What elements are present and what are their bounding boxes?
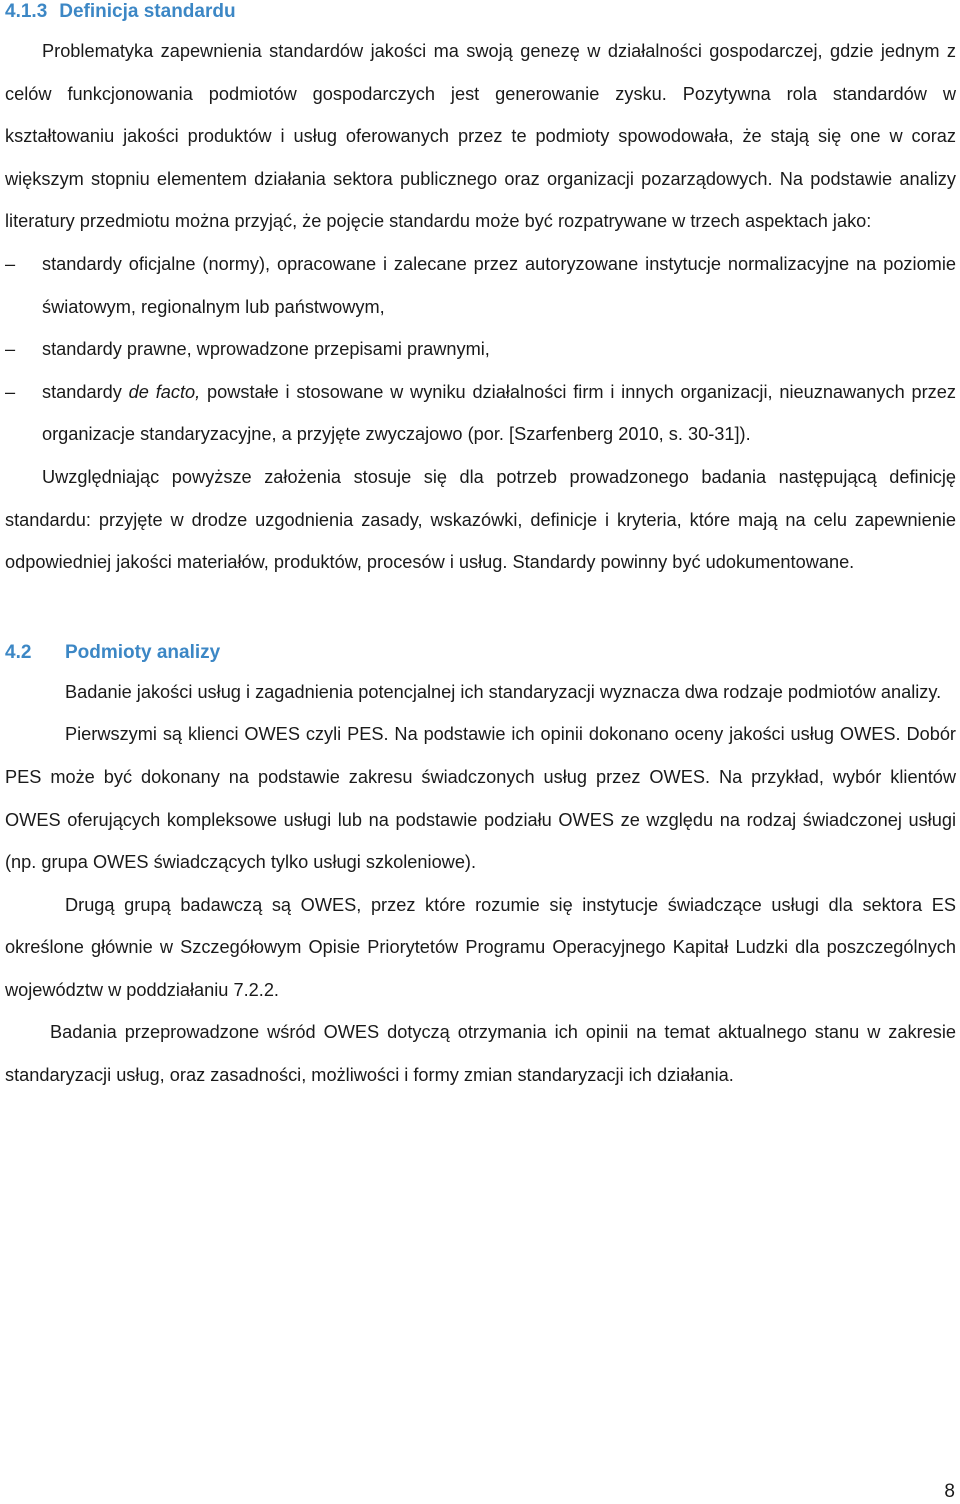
dash-bullet: – — [5, 339, 16, 360]
paragraph-podmioty-1: Badanie jakości usług i zagadnienia potencjalnej ich standaryzacji wyznacza dwa rodzaje podmiotów analizy. — [65, 681, 942, 702]
section-title: Definicja standardu — [59, 1, 236, 22]
dash-bullet: – — [5, 381, 16, 402]
document-page — [5, 0, 956, 1097]
section-heading-podmioty — [5, 641, 956, 665]
page-number: 8 — [944, 1481, 955, 1502]
list-item — [5, 243, 956, 328]
list-item — [5, 328, 956, 371]
paragraph-podmioty-2: Pierwszymi są klienci OWES czyli PES. Na podstawie ich opinii dokonano oceny jakości usług OWES. Dobór PES może być dokonany na podstawie zakresu świadczonych usług przez OWES. Na przykład, wybór klientów OWES oferujących kompleksowe usługi lub na podstawie podziału OWES ze względu na rodzaj świadczonej usługi (np. grupa OWES świadczących tylko usługi szkoleniowe). — [5, 724, 956, 873]
list-item-text-post: powstałe i stosowane w wyniku działalności firm i innych organizacji, nieuznawanych przez organizacje standaryzacyjne, a przyjęte zwyczajowo (por. [Szarfenberg 2010, s. 30-31]). — [42, 381, 956, 445]
list-item-text: standardy prawne, wprowadzone przepisami prawnymi, — [42, 339, 490, 360]
section-number: 4.2 — [5, 641, 32, 663]
paragraph-intro: Problematyka zapewnienia standardów jakości ma swoją genezę w działalności gospodarczej, gdzie jednym z celów funkcjonowania podmiotów gospodarczych jest generowanie zysku. Pozytywna rola standardów w kształtowaniu jakości produktów i usług oferowanych przez te podmioty spowodowała, że stają się one w coraz większym stopniu elementem działania sektora publicznego oraz organizacji pozarządowych. Na podstawie analizy literatury przedmiotu można przyjąć, że pojęcie standardu może być rozpatrywane w trzech aspektach jako: — [5, 41, 956, 232]
paragraph-definition: Uwzględniając powyższe założenia stosuje się dla potrzeb prowadzonego badania następującą definicję standardu: przyjęte w drodze uzgodnienia zasady, wskazówki, definicje i kryteria, które mają na celu zapewnienie odpowiedniej jakości materiałów, produktów, procesów i usług. Standardy powinny być udokumentowane. — [5, 466, 956, 573]
paragraph-podmioty-4: Badania przeprowadzone wśród OWES dotyczą otrzymania ich opinii na temat aktualnego stanu w zakresie standaryzacji usług, oraz zasadności, możliwości i formy zmian standaryzacji ich działania. — [5, 1022, 956, 1086]
section-number: 4.1.3 — [5, 1, 48, 22]
list-item — [5, 371, 956, 456]
list-item-text: standardy oficjalne (normy), opracowane i zalecane przez autoryzowane instytucje normalizacyjne na poziomie światowym, regionalnym lub państwowym, — [42, 253, 956, 317]
list-item-text-italic: de facto, — [128, 381, 201, 402]
section-title: Podmioty analizy — [65, 641, 221, 663]
paragraph-podmioty-3: Drugą grupą badawczą są OWES, przez które rozumie się instytucje świadczące usługi dla sektora ES określone głównie w Szczegółowym Opisie Priorytetów Programu Operacyjnego Kapitał Ludzki dla poszczególnych województw w poddziałaniu 7.2.2. — [5, 894, 956, 1000]
section-heading-definicja — [5, 0, 956, 24]
dash-bullet: – — [5, 253, 16, 274]
standards-list — [5, 243, 956, 456]
list-item-text-pre: standardy — [42, 381, 129, 402]
